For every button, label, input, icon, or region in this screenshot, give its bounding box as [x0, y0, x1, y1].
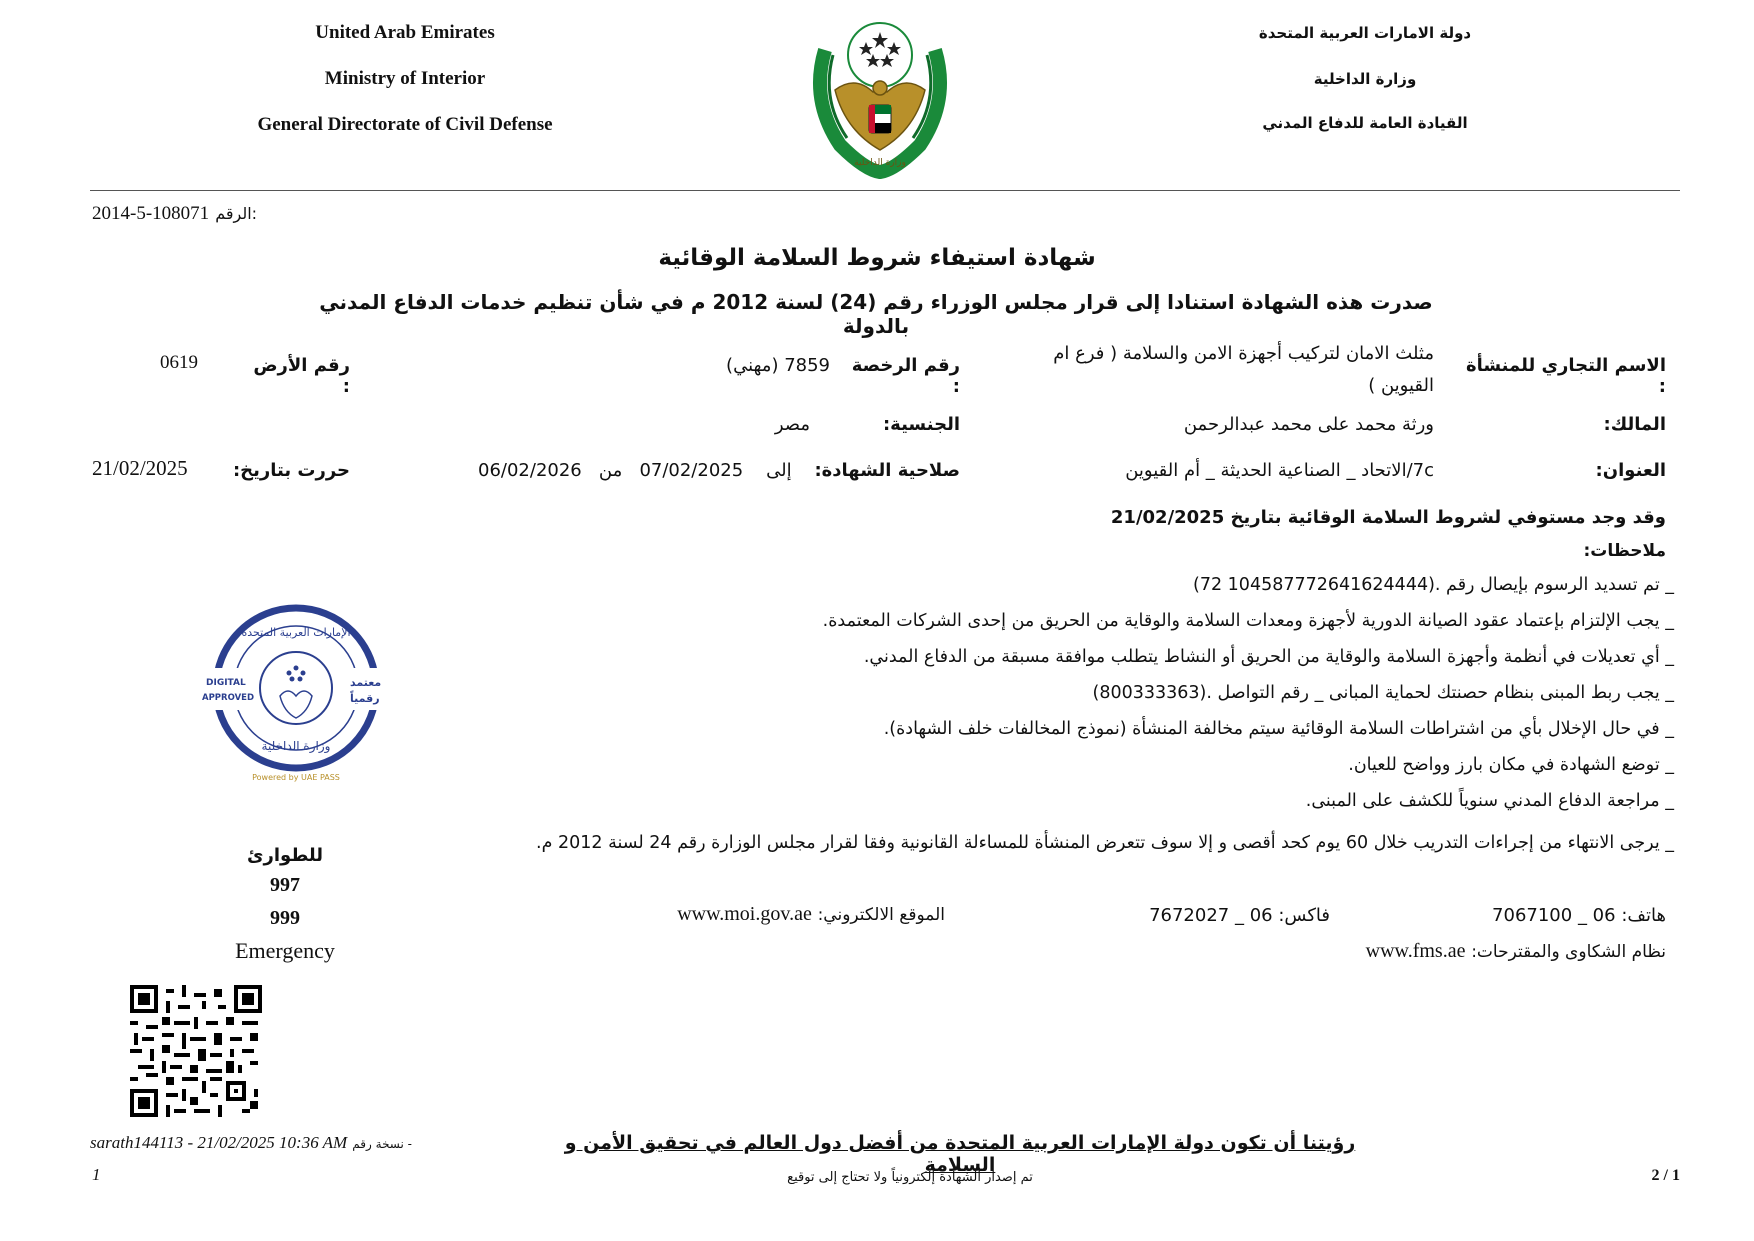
note-item: _ يرجى الانتهاء من إجراءات التدريب خلال 60 يوم كحد أقصى و إلا سوف تتعرض المنشأة للمساءلة القانونية وفقا لقرار مجلس الوزارة رقم 24 لسنة 2012 م.: [536, 833, 1674, 853]
complaints: [1266, 940, 1666, 963]
digital-approved-seal: [200, 600, 400, 790]
validity-range: [478, 460, 808, 481]
vision-statement: رؤيتنا أن تكون دولة الإمارات العربية المتحدة من أفضل دول العالم في تحقيق الأمن و السلامة: [564, 1132, 1356, 1176]
seal-right-text-1: معتمد: [350, 676, 382, 689]
nationality-label: الجنسية:: [882, 414, 960, 435]
fax-label: فاكس:: [1278, 905, 1330, 926]
note-item: _ توضع الشهادة في مكان بارز وواضح للعيان.: [1348, 755, 1674, 775]
svg-text:وزارة الداخلية: وزارة الداخلية: [854, 158, 906, 168]
note-item: _ أي تعديلات في أنظمة وأجهزة السلامة والوقاية من الحريق أو النشاط يتطلب موافقة مسبقة من الدفاع المدني.: [863, 647, 1674, 667]
emergency-label-en: Emergency: [235, 938, 335, 963]
header-en-line3: General Directorate of Civil Defense: [257, 114, 553, 135]
note-item: _ تم تسديد الرسوم بإيصال رقم .(104587772641624444 72): [1192, 575, 1674, 595]
reference-value: 2014-5-108071: [92, 203, 210, 224]
note-item: _ مراجعة الدفاع المدني سنوياً للكشف على المبنى.: [1305, 791, 1674, 811]
seal-bottom-text: وزارة الداخلية: [261, 739, 331, 753]
header-en-line2: Ministry of Interior: [324, 68, 486, 89]
copy-number: [90, 1133, 412, 1153]
complaints-link[interactable]: www.fms.ae: [1365, 940, 1466, 962]
address-label: العنوان:: [1595, 460, 1666, 481]
validity-label: صلاحية الشهادة:: [814, 460, 960, 481]
phone: [1446, 905, 1666, 926]
emergency-label: للطوارئ: [247, 845, 323, 866]
note-item: _ يجب الإلتزام بإعتماد عقود الصيانة الدورية لأجهزة ومعدات السلامة والوقاية من الحريق من إحدى الشركات المعتمدة.: [822, 611, 1674, 631]
validity-from-word: من: [598, 460, 623, 481]
qr-code: [130, 985, 262, 1117]
issued-date-value: 21/02/2025: [92, 456, 188, 480]
owner-label: المالك:: [1603, 414, 1666, 435]
website: [625, 903, 945, 926]
issued-date-label: حررت بتاريخ:: [232, 460, 350, 481]
seal-right-text-2: رقمياً: [350, 692, 380, 705]
seal-left-text-1: DIGITAL: [206, 678, 246, 688]
fax: [1100, 905, 1330, 926]
website-label: الموقع الالكتروني:: [817, 905, 945, 925]
note-item: _ يجب ربط المبنى بنظام حصنتك لحماية المبانى _ رقم التواصل .(800333363): [1092, 683, 1674, 703]
nationality-value: مصر: [774, 414, 810, 435]
reference-number: [92, 202, 257, 225]
complaints-label: نظام الشكاوى والمقترحات:: [1471, 942, 1666, 962]
notes-label: ملاحظات:: [1583, 541, 1666, 561]
emergency-number-997: 997: [270, 874, 300, 896]
certificate-subtitle: صدرت هذه الشهادة استنادا إلى قرار مجلس الوزراء رقم (24) لسنة 2012 م في شأن تنظيم خدمات الدفاع المدني بالدولة: [319, 290, 1433, 338]
fax-value: 06 _ 7672027: [1149, 905, 1273, 926]
phone-label: هاتف:: [1621, 905, 1666, 926]
emergency-number-999: 999: [270, 907, 300, 929]
header-en-line1: United Arab Emirates: [315, 22, 495, 43]
electronic-issue-note: تم إصدار الشهادة إلكترونياً ولا تحتاج إلى توقيع: [787, 1170, 1033, 1185]
page-number-left: 1: [92, 1165, 101, 1184]
header-divider: [90, 190, 1680, 191]
seal-powered-text: Powered by UAE PASS: [252, 773, 340, 782]
certificate-title: شهادة استيفاء شروط السلامة الوقائية: [658, 245, 1096, 271]
trade-name-value: مثلث الامان لتركيب أجهزة الامن والسلامة ( فرع ام القيوين ): [1053, 343, 1434, 396]
land-number-value: 0619: [160, 352, 198, 373]
address-value: 7c/الاتحاد _ الصناعية الحديثة _ أم القيوين: [1125, 460, 1434, 481]
validity-to-date: 06/02/2026: [478, 460, 582, 481]
license-value: 7859 (مهني): [726, 355, 830, 376]
phone-value: 06 _ 7067100: [1492, 905, 1616, 926]
seal-left-text-2: APPROVED: [202, 693, 255, 703]
validity-from-date: 07/02/2025: [639, 460, 744, 481]
validity-to-word: إلى: [766, 460, 792, 481]
land-number-label: رقم الأرض :: [253, 355, 350, 397]
compliance-statement: وقد وجد مستوفي لشروط السلامة الوقائية بتاريخ 21/02/2025: [1110, 507, 1666, 528]
trade-name-label: الاسم التجاري للمنشأة :: [1465, 355, 1666, 397]
header-ar-line2: وزارة الداخلية: [1313, 70, 1417, 88]
copy-number-label: نسخة رقم -: [352, 1137, 413, 1151]
header-ar-line1: دولة الامارات العربية المتحدة: [1258, 24, 1472, 42]
page-number-right: 2 / 1: [1651, 1167, 1680, 1184]
copy-number-value: sarath144113 - 21/02/2025 10:36 AM: [90, 1133, 348, 1152]
note-item: _ في حال الإخلال بأي من اشتراطات السلامة الوقائية سيتم مخالفة المنشأة (نموذج المخالفات خلف الشهادة).: [883, 719, 1674, 739]
emergency-block: [200, 845, 370, 964]
license-label: رقم الرخصة :: [851, 355, 960, 397]
seal-top-text: الإمارات العربية المتحدة: [241, 626, 351, 639]
reference-label: الرقم:: [215, 204, 258, 223]
owner-value: ورثة محمد على محمد عبدالرحمن: [1183, 414, 1434, 435]
header-ar-line3: القيادة العامة للدفاع المدني: [1262, 114, 1468, 132]
website-link[interactable]: www.moi.gov.ae: [677, 903, 812, 925]
uae-moi-emblem: [805, 10, 955, 180]
